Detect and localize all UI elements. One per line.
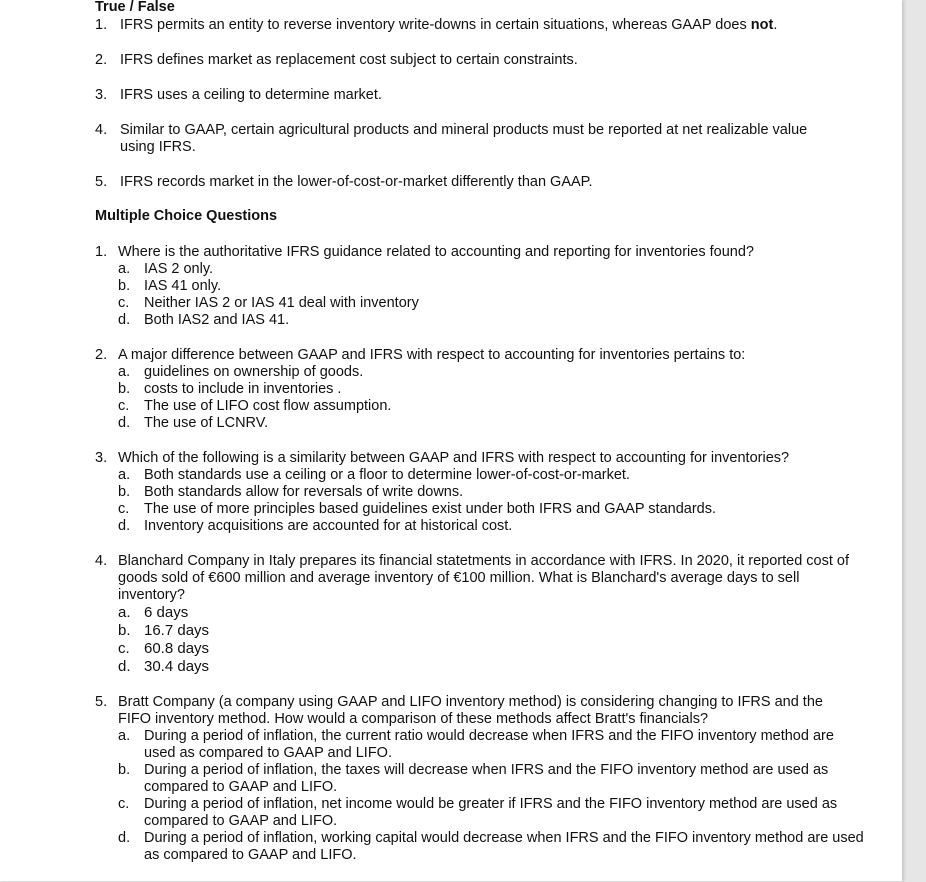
mc-option bbox=[118, 467, 885, 484]
tf-item-3 bbox=[95, 87, 885, 104]
mc-question-text: A major difference between GAAP and IFRS with respect to accounting for inventories pertains to: bbox=[118, 347, 746, 363]
option-text: Both standards use a ceiling or a floor to determine lower-of-cost-or-market. bbox=[144, 467, 630, 483]
tf-item-number: 5. bbox=[95, 174, 108, 190]
tf-item-number: 1. bbox=[95, 17, 108, 33]
mc-option bbox=[118, 484, 885, 501]
option-text: 6 days bbox=[144, 604, 189, 621]
option-letter: b. bbox=[118, 622, 131, 639]
mc-question-text: Blanchard Company in Italy prepares its financial statetments in accordance with IFRS. In 2020, it reported cost of goods sold of €600 million and average inventory of €100 million. What is Blanchard's average days to sell inventory? bbox=[118, 553, 850, 603]
option-text: Inventory acquisitions are accounted for at historical cost. bbox=[144, 518, 513, 534]
tf-item-5 bbox=[95, 174, 885, 191]
mc-option bbox=[118, 415, 885, 432]
option-text: 16.7 days bbox=[144, 622, 210, 639]
mc-option bbox=[118, 398, 885, 415]
mc-option bbox=[118, 364, 885, 381]
option-letter: a. bbox=[118, 728, 131, 744]
mc-option bbox=[118, 501, 885, 518]
option-text: The use of LCNRV. bbox=[144, 415, 269, 431]
true-false-list bbox=[95, 17, 885, 191]
option-text: guidelines on ownership of goods. bbox=[144, 364, 364, 380]
multiple-choice-heading: Multiple Choice Questions bbox=[95, 208, 278, 224]
mc-option bbox=[118, 728, 885, 762]
option-letter: a. bbox=[118, 364, 131, 380]
option-text: Neither IAS 2 or IAS 41 deal with inventory bbox=[144, 295, 419, 311]
tf-item-text: IFRS uses a ceiling to determine market. bbox=[120, 87, 382, 103]
option-text: During a period of inflation, working capital would decrease when IFRS and the FIFO inventory method are used as compared to GAAP and LIFO. bbox=[144, 830, 864, 863]
option-text: costs to include in inventories . bbox=[144, 381, 342, 397]
option-text: During a period of inflation, net income would be greater if IFRS and the FIFO inventory method are used as compared to GAAP and LIFO. bbox=[144, 796, 838, 829]
mc-option bbox=[118, 381, 885, 398]
option-letter: a. bbox=[118, 604, 131, 621]
mc-option bbox=[118, 762, 885, 796]
mc-option bbox=[118, 658, 885, 676]
mc-question-stem bbox=[95, 450, 885, 467]
mc-option bbox=[118, 622, 885, 640]
option-letter: d. bbox=[118, 830, 131, 846]
tf-item-2 bbox=[95, 52, 885, 69]
mc-option bbox=[118, 278, 885, 295]
mc-question-text: Which of the following is a similarity between GAAP and IFRS with respect to accounting for inventories? bbox=[118, 450, 790, 466]
option-letter: a. bbox=[118, 261, 131, 277]
mc-question-number: 1. bbox=[95, 244, 108, 260]
mc-question-number: 2. bbox=[95, 347, 108, 363]
option-letter: c. bbox=[118, 640, 130, 657]
mc-option bbox=[118, 295, 885, 312]
tf-item-text: IFRS records market in the lower-of-cost-or-market differently than GAAP. bbox=[120, 174, 593, 190]
option-letter: a. bbox=[118, 467, 131, 483]
mc-option bbox=[118, 312, 885, 329]
option-text: Both standards allow for reversals of write downs. bbox=[144, 484, 464, 500]
option-text: 60.8 days bbox=[144, 640, 210, 657]
document-content bbox=[95, 0, 885, 882]
tf-item-number: 4. bbox=[95, 122, 108, 138]
tf-item-number: 2. bbox=[95, 52, 108, 68]
option-letter: c. bbox=[118, 501, 130, 517]
option-letter: c. bbox=[118, 796, 130, 812]
mc-question-5 bbox=[95, 694, 885, 864]
option-text: The use of more principles based guidelines exist under both IFRS and GAAP standards. bbox=[144, 501, 716, 517]
mc-question-number: 4. bbox=[95, 553, 108, 569]
mc-option bbox=[118, 796, 885, 830]
mc-question-text: Where is the authoritative IFRS guidance related to accounting and reporting for inventories found? bbox=[118, 244, 754, 260]
mc-question-4 bbox=[95, 553, 885, 676]
option-letter: b. bbox=[118, 278, 131, 294]
mc-option bbox=[118, 261, 885, 278]
option-text: IAS 41 only. bbox=[144, 278, 222, 294]
mc-question-2 bbox=[95, 347, 885, 432]
mc-option bbox=[118, 640, 885, 658]
option-letter: b. bbox=[118, 381, 131, 397]
option-letter: b. bbox=[118, 762, 131, 778]
option-text: The use of LIFO cost flow assumption. bbox=[144, 398, 392, 414]
option-letter: d. bbox=[118, 518, 131, 534]
tf-item-text: IFRS defines market as replacement cost subject to certain constraints. bbox=[120, 52, 578, 68]
mc-option bbox=[118, 518, 885, 535]
mc-question-stem bbox=[95, 694, 885, 728]
mc-option bbox=[118, 604, 885, 622]
mc-option bbox=[118, 830, 885, 864]
option-text: Both IAS2 and IAS 41. bbox=[144, 312, 290, 328]
tf-item-text-c: . bbox=[773, 17, 778, 33]
mc-question-number: 3. bbox=[95, 450, 108, 466]
option-letter: b. bbox=[118, 484, 131, 500]
mc-question-1 bbox=[95, 244, 885, 329]
option-text: During a period of inflation, the taxes will decrease when IFRS and the FIFO inventory method are used as compared to GAAP and LIFO. bbox=[144, 762, 829, 795]
option-letter: c. bbox=[118, 398, 130, 414]
option-letter: c. bbox=[118, 295, 130, 311]
option-text: IAS 2 only. bbox=[144, 261, 214, 277]
tf-item-4 bbox=[95, 122, 885, 156]
mc-question-stem bbox=[95, 244, 885, 261]
mc-question-text: Bratt Company (a company using GAAP and LIFO inventory method) is considering changing to IFRS and the FIFO inventory method. How would a comparison of these methods affect Bratt's financials? bbox=[118, 694, 823, 727]
mc-question-3 bbox=[95, 450, 885, 535]
tf-item-text bbox=[120, 17, 885, 34]
option-letter: d. bbox=[118, 415, 131, 431]
option-letter: d. bbox=[118, 658, 131, 675]
option-text: 30.4 days bbox=[144, 658, 210, 675]
mc-question-number: 5. bbox=[95, 694, 108, 710]
mc-question-stem bbox=[95, 553, 885, 604]
option-letter: d. bbox=[118, 312, 131, 328]
tf-item-text: Similar to GAAP, certain agricultural products and mineral products must be reported at net realizable value using IFRS. bbox=[120, 122, 808, 155]
mc-question-stem bbox=[95, 347, 885, 364]
tf-item-text-a: IFRS permits an entity to reverse inventory write-downs in certain situations, whereas GAAP does bbox=[120, 17, 751, 33]
tf-item-text-bold: not bbox=[750, 17, 774, 33]
option-text: During a period of inflation, the current ratio would decrease when IFRS and the FIFO inventory method are used as compared to GAAP and LIFO. bbox=[144, 728, 834, 761]
true-false-heading: True / False bbox=[95, 0, 175, 15]
tf-item-1 bbox=[95, 17, 885, 34]
tf-item-number: 3. bbox=[95, 87, 108, 103]
